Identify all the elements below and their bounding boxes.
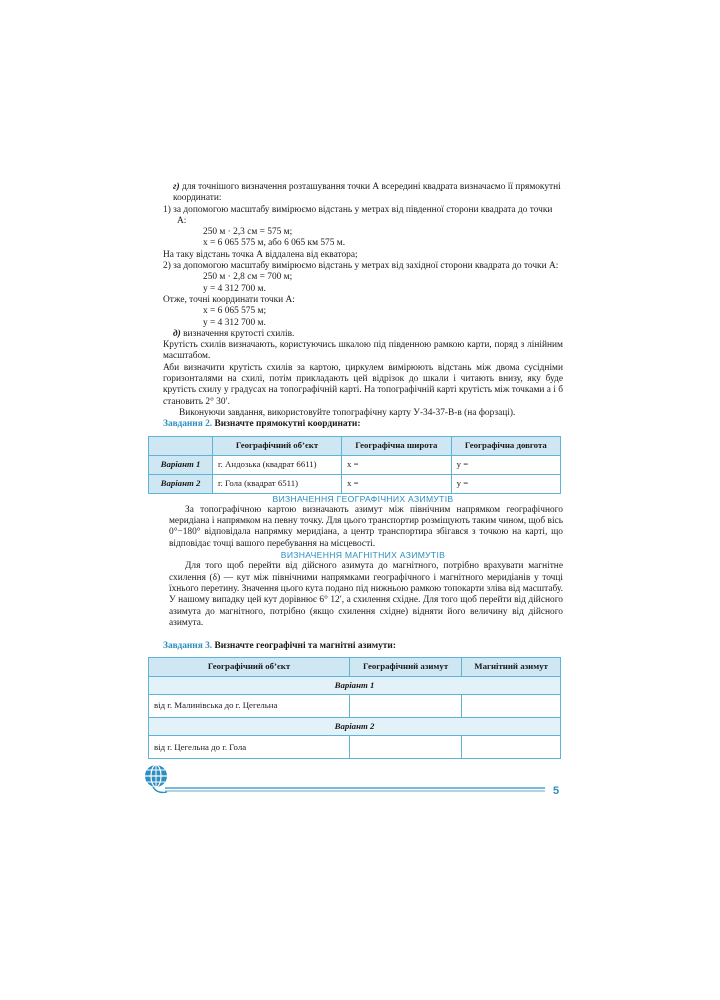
latitude-cell[interactable]: x = <box>341 455 451 474</box>
magnetic-azimuth-cell[interactable] <box>462 736 561 759</box>
object-cell: від г. Малинівська до г. Цегельна <box>149 694 350 717</box>
geographic-azimuth-cell[interactable] <box>350 694 462 717</box>
table-header <box>149 436 213 455</box>
table-header-row <box>149 658 561 676</box>
table-row <box>149 694 561 717</box>
calc-line: y = 4 312 700 м. <box>203 317 266 328</box>
step-d <box>163 329 563 340</box>
step-2: 2) за допомогою масштабу вимірюємо відстань у метрах від західної сторони квадрата до точки А: <box>163 261 559 272</box>
table-header: Географічна широта <box>341 436 451 455</box>
task-2-table <box>148 436 561 494</box>
step-g-text: для точнішого визначення розташування точки А всередині квадрата визначаємо її прямокутні координати: <box>173 182 561 204</box>
paragraph: Виконуючи завдання, використовуйте топографічну карту У-34-37-В-в (на форзаці). <box>179 407 516 418</box>
task-2-title: Визначте прямокутні координати: <box>214 419 361 430</box>
object-cell: г. Андозька (квадрат 6611) <box>213 455 342 474</box>
step-g-label: г) <box>173 182 180 192</box>
paragraph: Крутість схилів визначають, користуючись шкалою під південною рамкою карти, поряд з лінійним масштабом. <box>163 340 563 362</box>
task-3-number: Завдання 3. <box>163 641 213 652</box>
longitude-cell[interactable]: y = <box>451 474 560 493</box>
table-header: Географічний об’єкт <box>213 436 342 455</box>
latitude-cell[interactable]: x = <box>341 474 451 493</box>
step-1: 1) за допомогою масштабу вимірюємо відстань у метрах від південної сторони квадрата до точки А: <box>163 204 553 226</box>
table-header: Магнітний азимут <box>462 658 561 676</box>
task-2-number: Завдання 2. <box>163 419 213 430</box>
table-header: Географічний об’єкт <box>149 658 350 676</box>
page-content <box>154 182 563 759</box>
task-3-title: Визначте географічні та магнітні азимути: <box>214 641 396 652</box>
calc-line: x = 6 065 575 м; <box>203 306 267 317</box>
calc-line: 250 м · 2,8 см = 700 м; <box>203 272 293 283</box>
step-g <box>163 182 563 205</box>
task-3-heading <box>163 641 563 652</box>
calc-line: 250 м · 2,3 см = 575 м; <box>203 227 293 238</box>
equator-line: На таку відстань точка А віддалена від екватора; <box>163 249 358 260</box>
paragraph: Для того щоб перейти від дійсного азимута до магнітного, потрібно врахувати магнітне схилення (δ) — кут між північними напрямками географічного і магнітного меридіанів у точці їхнього перетину. Значення цього кута подано під нижньою рамкою топокарти зліва від масштабу. У нашому випадку цей кут дорівнює 6° 12′, а схилення східне. Для того щоб перейти від дійсного азимута до магнітного, потрібно (якщо схилення східне) відняти його величину від дійсного азимута. <box>169 561 563 628</box>
table-row <box>149 736 561 759</box>
table-row <box>149 455 561 474</box>
magnetic-azimuth-cell[interactable] <box>462 694 561 717</box>
task-2-heading <box>163 419 563 430</box>
task-3-table <box>148 657 561 759</box>
calc-line: x = 6 065 575 м, або 6 065 км 575 м. <box>203 238 346 249</box>
table-row <box>149 474 561 493</box>
paragraph: За топографічною картою визначають азимут між північним напрямком географічного меридіана і напрямком на певну точку. Для цього транспортир розміщують таким чином, щоб вісь 0°−180° відповідала напрямку меридіана, а центр транспортира збігався з точкою на карті, що відповідає точці вашого перебування на місцевості. <box>169 504 563 549</box>
paragraph: Аби визначити крутість схилів за картою, циркулем вимірюють відстань між двома сусідніми горизонталями на схилі, потім прикладають цей відрізок до шкали і читають внизу, яку буде крутість схилу у градусах на топографічній карті. На топографічній карті крутість між точками а і б становить 2° 30′. <box>163 362 563 407</box>
step-d-text: визначення крутості схилів. <box>183 328 295 339</box>
table-header-row <box>149 436 561 455</box>
table-header: Географічна довгота <box>451 436 560 455</box>
page-number: 5 <box>553 785 560 797</box>
section-geographic-text-block <box>163 505 563 550</box>
exact-coords-line: Отже, точні координати точки А: <box>163 294 295 305</box>
section-heading-magnetic-azimuths: ВИЗНАЧЕННЯ МАГНІТНИХ АЗИМУТІВ <box>280 550 446 561</box>
object-cell: від г. Цегельна до г. Гола <box>149 736 350 759</box>
variant-label: Варіант 1 <box>149 676 561 694</box>
section-magnetic-text-block <box>163 561 563 629</box>
geographic-azimuth-cell[interactable] <box>350 736 462 759</box>
variant-cell: Варіант 1 <box>149 455 213 474</box>
variant-row <box>149 717 561 735</box>
table-header: Географічний азимут <box>350 658 462 676</box>
section-heading-geographic-azimuths: ВИЗНАЧЕННЯ ГЕОГРАФІЧНИХ АЗИМУТІВ <box>272 493 454 504</box>
step-d-label: д) <box>173 328 181 339</box>
globe-icon <box>143 762 573 802</box>
variant-cell: Варіант 2 <box>149 474 213 493</box>
object-cell: г. Гола (квадрат 6511) <box>213 474 342 493</box>
variant-label: Варіант 2 <box>149 717 561 735</box>
calc-line: y = 4 312 700 м. <box>203 283 266 294</box>
page-footer <box>143 762 573 802</box>
variant-row <box>149 676 561 694</box>
longitude-cell[interactable]: y = <box>451 455 560 474</box>
